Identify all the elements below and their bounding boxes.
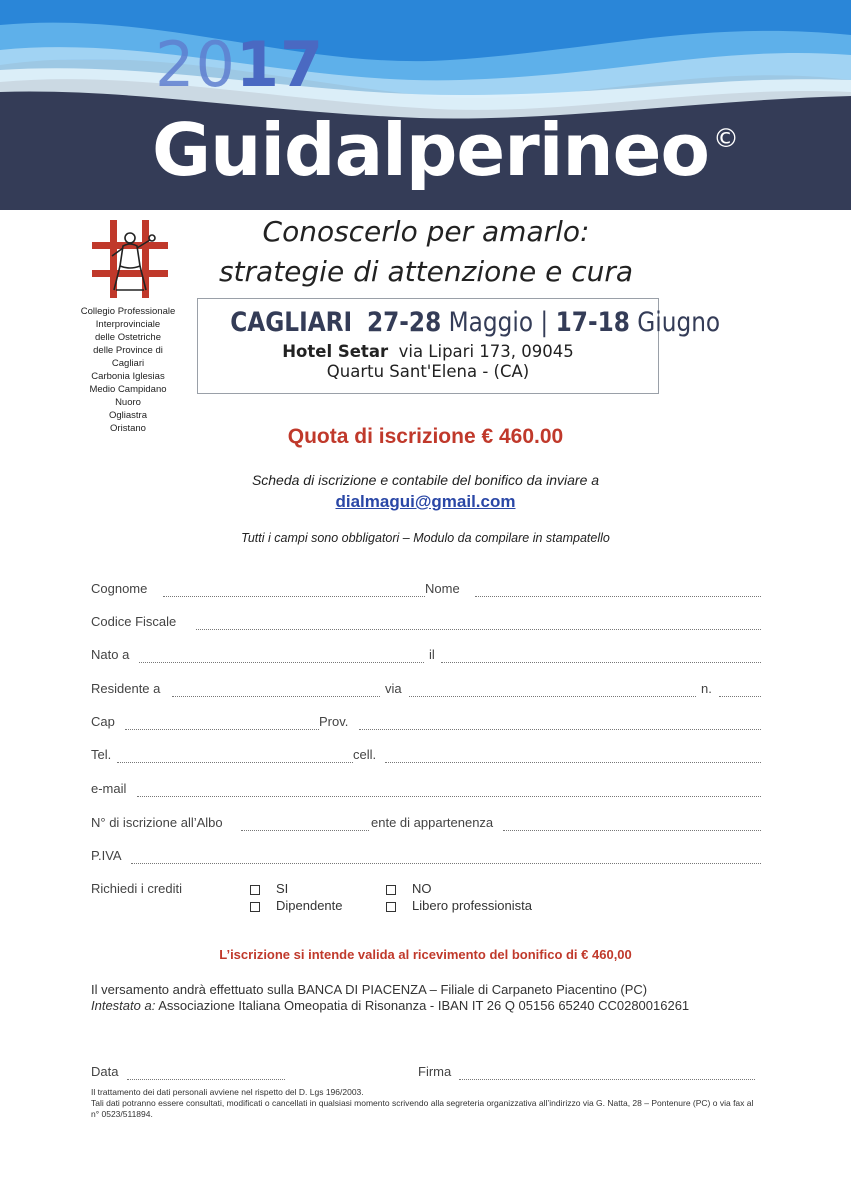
venue-town: Quartu Sant'Elena - (CA) <box>326 362 530 381</box>
form-instructions: Scheda di iscrizione e contabile del bonifico da inviare a <box>251 472 600 488</box>
venue-address: via Lipari 173, 09045 <box>398 342 574 361</box>
il-field[interactable] <box>441 650 761 663</box>
checkbox-no-label: NO <box>412 881 432 896</box>
piva-label: P.IVA <box>91 848 122 863</box>
tel-label: Tel. <box>91 747 112 762</box>
codice-fiscale-field[interactable] <box>196 617 761 630</box>
venue-month1: Maggio <box>448 307 534 338</box>
checkbox-icon[interactable] <box>250 885 260 895</box>
ente-field[interactable] <box>503 818 761 831</box>
college-line: Oristano <box>110 423 146 434</box>
bank-line2 <box>91 998 689 1014</box>
college-line: Ogliastra <box>108 410 147 421</box>
checkbox-si[interactable] <box>250 881 288 896</box>
contact-email-link[interactable]: dialmagui@gmail.com <box>335 492 516 511</box>
checkbox-dipendente-label: Dipendente <box>276 898 343 913</box>
venue-dates <box>230 307 721 338</box>
cognome-field[interactable] <box>163 584 425 597</box>
cognome-label: Cognome <box>91 581 148 596</box>
privacy-line1: Il trattamento dei dati personali avviene nel rispetto del D. Lgs 196/2003. <box>91 1087 364 1097</box>
checkbox-no[interactable] <box>386 881 432 896</box>
mandatory-note: Tutti i campi sono obbligatori – Modulo da compilare in stampatello <box>241 531 610 545</box>
checkbox-libero[interactable] <box>386 898 532 913</box>
venue-separator: | <box>540 307 549 338</box>
college-logo-icon <box>90 218 170 300</box>
college-line: Cagliari <box>111 358 145 369</box>
nome-field[interactable] <box>475 584 761 597</box>
data-label: Data <box>91 1064 119 1079</box>
fee-text: Quota di iscrizione € 460.00 <box>287 425 564 448</box>
nome-label: Nome <box>425 581 460 596</box>
venue-hotel: Hotel Setar <box>282 342 389 361</box>
row-albo <box>91 815 761 835</box>
albo-label: N° di iscrizione all’Albo <box>91 815 223 830</box>
il-label: il <box>429 647 435 662</box>
via-field[interactable] <box>409 684 696 697</box>
intestato-label: Intestato a: <box>91 998 156 1013</box>
email-field[interactable] <box>137 784 761 797</box>
row-data-firma <box>91 1064 761 1084</box>
venue-dates2: 17-18 <box>555 307 630 338</box>
bank-info <box>91 982 689 1014</box>
firma-field[interactable] <box>459 1067 755 1080</box>
college-line: Interprovinciale <box>95 319 161 330</box>
year-bold: 17 <box>235 28 325 101</box>
cell-label: cell. <box>353 747 377 762</box>
nato-label: Nato a <box>91 647 130 662</box>
iban-text: Associazione Italiana Omeopatia di Risonanza - IBAN IT 26 Q 05156 65240 CC0280016261 <box>155 998 690 1013</box>
data-field[interactable] <box>127 1067 285 1080</box>
checkbox-libero-label: Libero professionista <box>412 898 532 913</box>
brand-name: Guidalperineo <box>152 108 709 192</box>
email-label: e-mail <box>91 781 127 796</box>
college-line: Nuoro <box>115 397 141 408</box>
tagline-line2: strategie di attenzione e cura <box>218 255 634 288</box>
residente-field[interactable] <box>172 684 380 697</box>
college-line: Medio Campidano <box>89 384 167 395</box>
checkbox-icon[interactable] <box>386 885 396 895</box>
header-banner <box>0 0 851 210</box>
prov-label: Prov. <box>319 714 349 729</box>
residente-label: Residente a <box>91 681 161 696</box>
checkbox-si-label: SI <box>276 881 289 896</box>
row-codice-fiscale <box>91 614 761 634</box>
cell-field[interactable] <box>385 750 761 763</box>
venue-month2: Giugno <box>637 307 721 338</box>
venue-dates1: 27-28 <box>366 307 442 338</box>
year-light: 20 <box>155 28 236 101</box>
college-line: Collegio Professionale <box>80 306 176 317</box>
row-nato <box>91 647 761 667</box>
bank-line1: Il versamento andrà effettuato sulla BANCA DI PIACENZA – Filiale di Carpaneto Piacentino (PC) <box>91 982 648 997</box>
row-tel <box>91 747 761 767</box>
cap-label: Cap <box>91 714 115 729</box>
college-line: delle Province di <box>93 345 163 356</box>
row-piva <box>91 848 761 868</box>
brand-title <box>152 108 738 192</box>
checkbox-dipendente[interactable] <box>250 898 343 913</box>
checkbox-icon[interactable] <box>250 902 260 912</box>
tel-field[interactable] <box>117 750 353 763</box>
codice-fiscale-label: Codice Fiscale <box>91 614 177 629</box>
row-cognome-nome <box>91 581 761 601</box>
college-name <box>70 305 186 435</box>
checkbox-icon[interactable] <box>386 902 396 912</box>
event-tagline <box>196 212 656 292</box>
college-line: Carbonia Iglesias <box>91 371 165 382</box>
numero-label: n. <box>701 681 712 696</box>
venue-box <box>197 298 721 394</box>
row-residente <box>91 681 761 701</box>
validity-note: L’iscrizione si intende valida al ricevimento del bonifico di € 460,00 <box>219 947 632 962</box>
venue-city: CAGLIARI <box>230 307 353 338</box>
numero-field[interactable] <box>719 684 761 697</box>
nato-field[interactable] <box>139 650 424 663</box>
college-line: delle Ostetriche <box>94 332 161 343</box>
tagline-line1: Conoscerlo per amarlo: <box>262 215 590 248</box>
ente-label: ente di appartenenza <box>371 815 494 830</box>
privacy-line2: Tali dati potranno essere consultati, modificati o cancellati in qualsiasi momento scrivendo alla segreteria organizzativa all’indirizzo via G. Natta, 28 – Pontenure (PC) o via fax al n° 0523/511894. <box>91 1098 754 1119</box>
piva-field[interactable] <box>131 851 761 864</box>
albo-field[interactable] <box>241 818 369 831</box>
venue-hotel-line <box>198 342 658 361</box>
fee-title <box>0 425 851 449</box>
prov-field[interactable] <box>359 717 761 730</box>
privacy-notice <box>91 1087 761 1120</box>
year-label <box>155 28 324 101</box>
cap-field[interactable] <box>125 717 319 730</box>
firma-label: Firma <box>418 1064 452 1079</box>
crediti-label: Richiedi i crediti <box>91 881 183 896</box>
via-label: via <box>385 681 402 696</box>
row-cap <box>91 714 761 734</box>
row-email <box>91 781 761 801</box>
copyright-mark: © <box>712 124 738 154</box>
